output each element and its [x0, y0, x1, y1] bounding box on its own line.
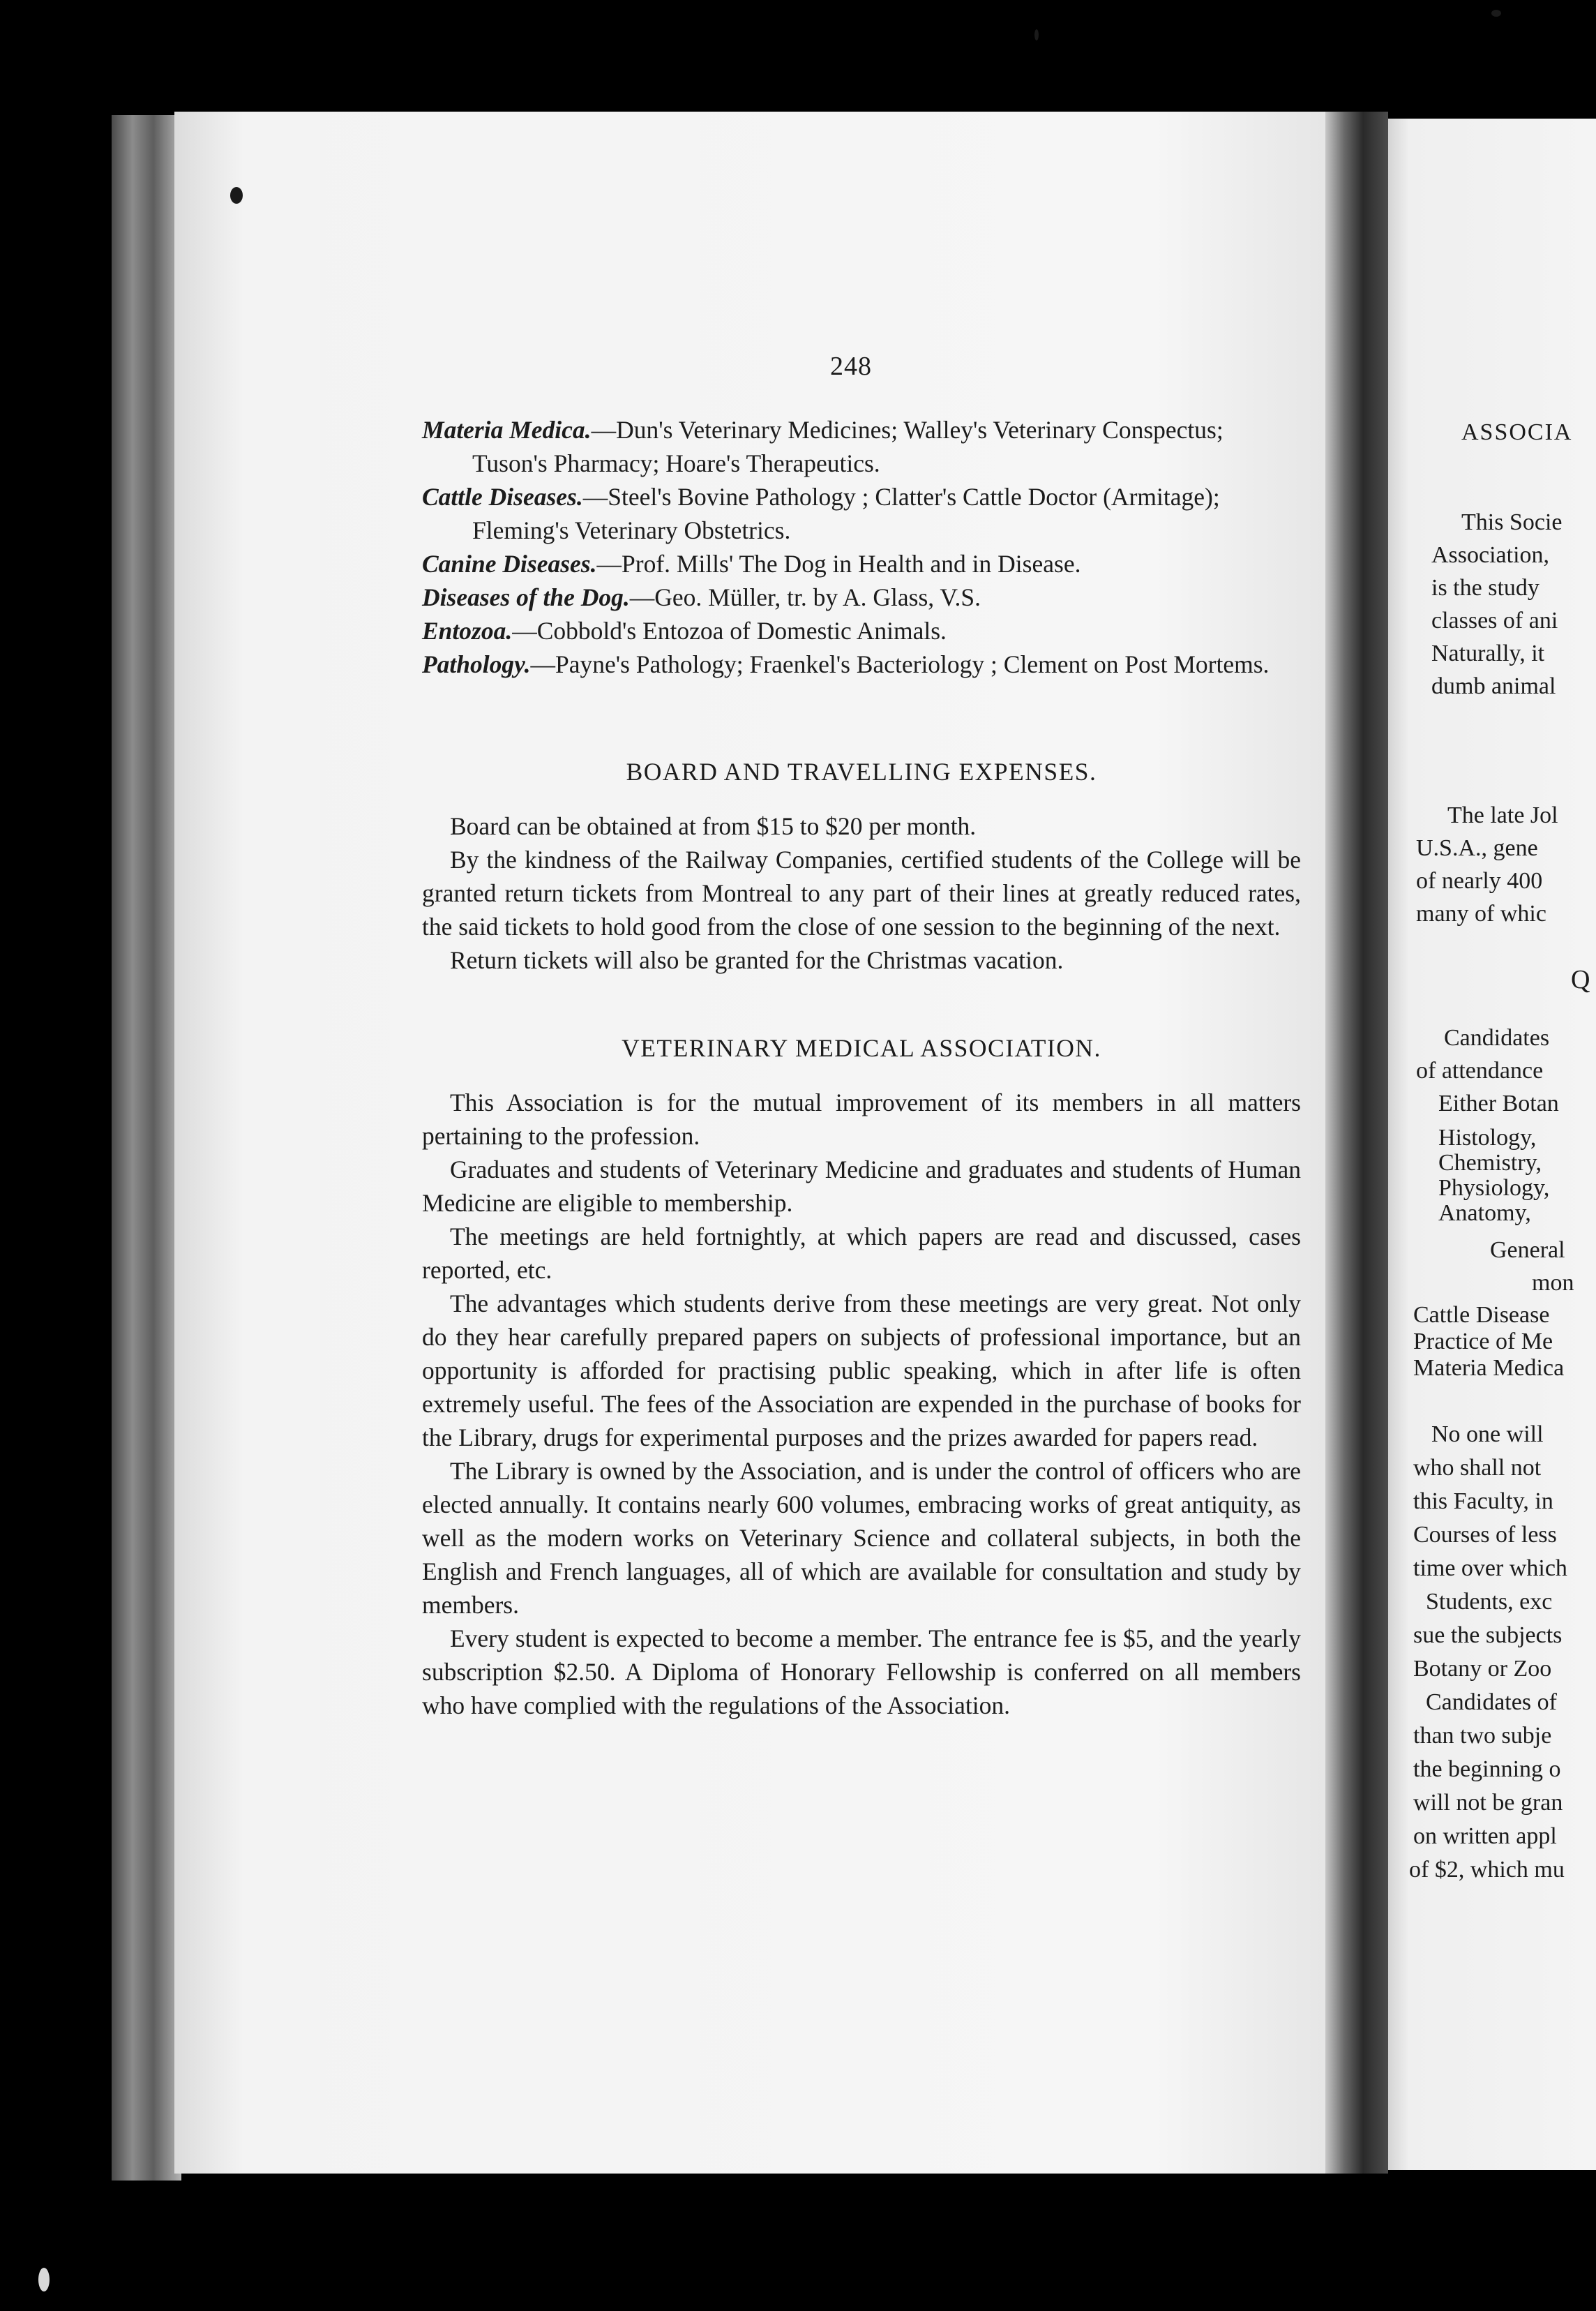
reference-text: —Payne's Pathology; Fraenkel's Bacteriology ; Clement on Post Mortems. [530, 650, 1270, 678]
reference-label: Materia Medica. [422, 416, 592, 444]
right-page-line: ASSOCIA [1461, 419, 1573, 445]
reference-text: —Steel's Bovine Pathology ; Clatter's Cattle Doctor (Armitage); Fleming's Veterinary Obstetrics. [472, 483, 1220, 544]
paragraph: The Library is owned by the Association, and is under the control of officers who are elected annually. It contains nearly 600 volumes, embracing works of great antiquity, as well as the modern works on Veterinary Science and collateral subjects, in both the English and French languages, all of which are available for consultation and study by members. [422, 1457, 1301, 1619]
book-spine-edge [112, 115, 181, 2181]
right-page-line: General [1490, 1237, 1565, 1263]
right-page-line: Either Botan [1438, 1091, 1559, 1116]
right-page-line: time over which [1413, 1555, 1567, 1581]
paragraph: Return tickets will also be granted for the Christmas vacation. [450, 946, 1064, 974]
reference-text: —Dun's Veterinary Medicines; Walley's Veterinary Conspectus; Tuson's Pharmacy; Hoare's Therapeutics. [472, 416, 1224, 477]
right-page-line: U.S.A., gene [1416, 835, 1538, 861]
right-page-line: this Faculty, in [1413, 1488, 1553, 1514]
right-page-line: Students, exc [1426, 1589, 1553, 1615]
page-number: 248 [830, 352, 872, 381]
reference-entry [422, 547, 1301, 581]
paragraph: The meetings are held fortnightly, at which papers are read and discussed, cases reported, etc. [422, 1222, 1301, 1284]
scan-speck [1034, 29, 1039, 40]
right-page-line: the beginning o [1413, 1756, 1561, 1782]
reference-entry [422, 480, 1301, 547]
paragraph: By the kindness of the Railway Companies, certified students of the College will be granted return tickets from Montreal to any part of their lines at greatly reduced rates, the said tickets to hold good from the close of one session to the beginning of the next. [422, 846, 1301, 941]
right-page-line: Candidates [1444, 1025, 1550, 1051]
right-page-line: Anatomy, [1438, 1200, 1531, 1226]
right-page-line: This Socie [1461, 509, 1563, 535]
right-page-line: of $2, which mu [1409, 1857, 1565, 1883]
right-page-line: Histology, [1438, 1125, 1537, 1151]
right-page-line: Botany or Zoo [1413, 1656, 1552, 1682]
paragraph: Every student is expected to become a member. The entrance fee is $5, and the yearly subscription $2.50. A Diploma of Honorary Fellowship is conferred on all members who have complied with the regulations of the Association. [422, 1624, 1301, 1719]
reference-entry [422, 648, 1301, 681]
right-page-line: The late Jol [1447, 802, 1558, 828]
scan-speck [230, 187, 243, 204]
right-page-line: Naturally, it [1431, 641, 1545, 666]
right-page-line: Materia Medica [1413, 1355, 1565, 1381]
reference-label: Diseases of the Dog. [422, 583, 630, 611]
right-page-line: on written appl [1413, 1823, 1557, 1849]
right-page-line: Physiology, [1438, 1175, 1550, 1201]
right-page-line: than two subje [1413, 1723, 1552, 1749]
reference-entry [422, 581, 1301, 614]
association-section [422, 1031, 1301, 1722]
references-list [422, 413, 1301, 681]
right-page-line: Practice of Me [1413, 1329, 1553, 1354]
paragraph: Board can be obtained at from $15 to $20 per month. [450, 812, 977, 840]
right-page-line: Q [1571, 965, 1590, 994]
scan-speck [1491, 10, 1501, 17]
right-page-line: Candidates of [1426, 1689, 1557, 1715]
right-page-line: Association, [1431, 542, 1550, 568]
right-page-line: Cattle Disease [1413, 1302, 1550, 1328]
paragraph: Graduates and students of Veterinary Medicine and graduates and students of Human Medicine are eligible to membership. [422, 1156, 1301, 1217]
reference-text: —Prof. Mills' The Dog in Health and in Disease. [596, 550, 1081, 578]
right-page-line: Chemistry, [1438, 1150, 1542, 1176]
reference-label: Canine Diseases. [422, 550, 597, 578]
reference-text: —Geo. Müller, tr. by A. Glass, V.S. [629, 583, 981, 611]
right-page-line: Courses of less [1413, 1522, 1557, 1548]
reference-text: —Cobbold's Entozoa of Domestic Animals. [512, 617, 947, 645]
book-gutter [1325, 112, 1388, 2174]
paragraph: The advantages which students derive from these meetings are very great. Not only do they hear carefully prepared papers on subjects of professional importance, but an opportunity is afforded for practising public speaking, which in after life is often extremely useful. The fees of the Association are expended in the purchase of books for the Library, drugs for experimental purposes and the prizes awarded for papers read. [422, 1289, 1301, 1451]
reference-entry [422, 413, 1301, 480]
right-page-line: of nearly 400 [1416, 868, 1543, 894]
right-page-line: classes of ani [1431, 608, 1558, 634]
reference-label: Pathology. [422, 650, 531, 678]
reference-label: Entozoa. [422, 617, 513, 645]
board-section [422, 755, 1301, 977]
right-page-line: mon [1532, 1270, 1574, 1296]
reference-label: Cattle Diseases. [422, 483, 583, 511]
section-heading: BOARD AND TRAVELLING EXPENSES. [626, 758, 1097, 786]
scan-speck [38, 2268, 50, 2291]
section-heading: VETERINARY MEDICAL ASSOCIATION. [622, 1034, 1101, 1062]
right-page-line: is the study [1431, 575, 1539, 601]
right-page-line: many of whic [1416, 901, 1546, 927]
right-page-line: who shall not [1413, 1455, 1542, 1481]
right-page-line: No one will [1431, 1421, 1544, 1447]
right-page-line: of attendance [1416, 1058, 1544, 1084]
right-page-line: dumb animal [1431, 673, 1556, 699]
paragraph: This Association is for the mutual improvement of its members in all matters pertaining to the profession. [422, 1089, 1301, 1150]
right-page-line: will not be gran [1413, 1790, 1563, 1816]
right-page-line: sue the subjects [1413, 1622, 1563, 1648]
reference-entry [422, 614, 1301, 648]
